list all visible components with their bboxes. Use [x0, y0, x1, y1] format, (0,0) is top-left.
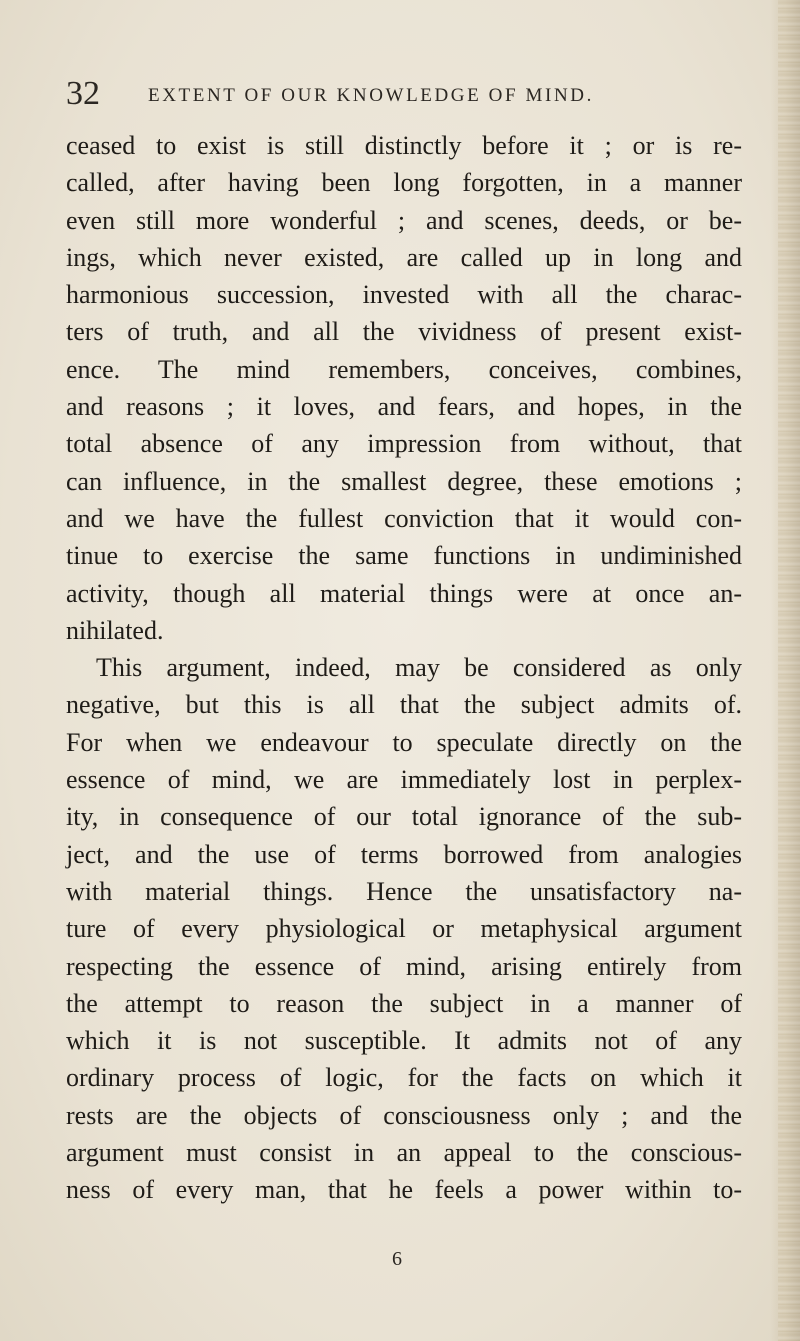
- text-line: For when we endeavour to speculate directly on the: [66, 727, 742, 757]
- text-line: negative, but this is all that the subject admits of.: [66, 690, 742, 720]
- text-line: nihilated.: [66, 615, 164, 645]
- text-line: rests are the objects of consciousness only ; and the: [66, 1100, 742, 1130]
- text-line: This argument, indeed, may be considered as only: [96, 653, 742, 683]
- text-line: ject, and the use of terms borrowed from analogies: [66, 839, 742, 869]
- text-line: total absence of any impression from without, that: [66, 429, 742, 459]
- text-line: with material things. Hence the unsatisfactory na-: [66, 876, 742, 906]
- text-line: and reasons ; it loves, and fears, and hopes, in the: [66, 392, 742, 422]
- page-edge-shadow: [778, 0, 800, 1341]
- text-line: can influence, in the smallest degree, these emotions ;: [66, 466, 742, 496]
- text-line: and we have the fullest conviction that it would con-: [66, 503, 742, 533]
- text-line: essence of mind, we are immediately lost in perplex-: [66, 765, 742, 795]
- text-line: called, after having been long forgotten, in a manner: [66, 168, 742, 198]
- text-line: harmonious succession, invested with all the charac-: [66, 280, 742, 310]
- text-line: ity, in consequence of our total ignorance of the sub-: [66, 802, 742, 832]
- text-line: the attempt to reason the subject in a manner of: [66, 988, 742, 1018]
- text-line: ture of every physiological or metaphysical argument: [66, 914, 742, 944]
- page-number: 32: [66, 75, 100, 112]
- text-line: ence. The mind remembers, conceives, combines,: [66, 354, 742, 384]
- running-head: EXTENT OF OUR KNOWLEDGE OF MIND.: [148, 85, 594, 106]
- text-line: which it is not susceptible. It admits not of any: [66, 1026, 742, 1056]
- text-line: ordinary process of logic, for the facts on which it: [66, 1063, 742, 1093]
- text-line: respecting the essence of mind, arising entirely from: [66, 951, 742, 981]
- text-line: ceased to exist is still distinctly before it ; or is re-: [66, 131, 742, 160]
- text-line: tinue to exercise the same functions in undiminished: [66, 541, 742, 571]
- signature-mark: 6: [392, 1248, 402, 1270]
- text-line: even still more wonderful ; and scenes, deeds, or be-: [66, 205, 742, 235]
- text-line: ness of every man, that he feels a power within to-: [66, 1175, 742, 1205]
- text-line: activity, though all material things were at once an-: [66, 578, 742, 608]
- text-line: argument must consist in an appeal to the conscious-: [66, 1138, 742, 1168]
- page-header: [66, 76, 706, 112]
- text-line: ings, which never existed, are called up in long and: [66, 242, 742, 272]
- body-text: [66, 127, 742, 1209]
- text-line: ters of truth, and all the vividness of present exist-: [66, 317, 742, 347]
